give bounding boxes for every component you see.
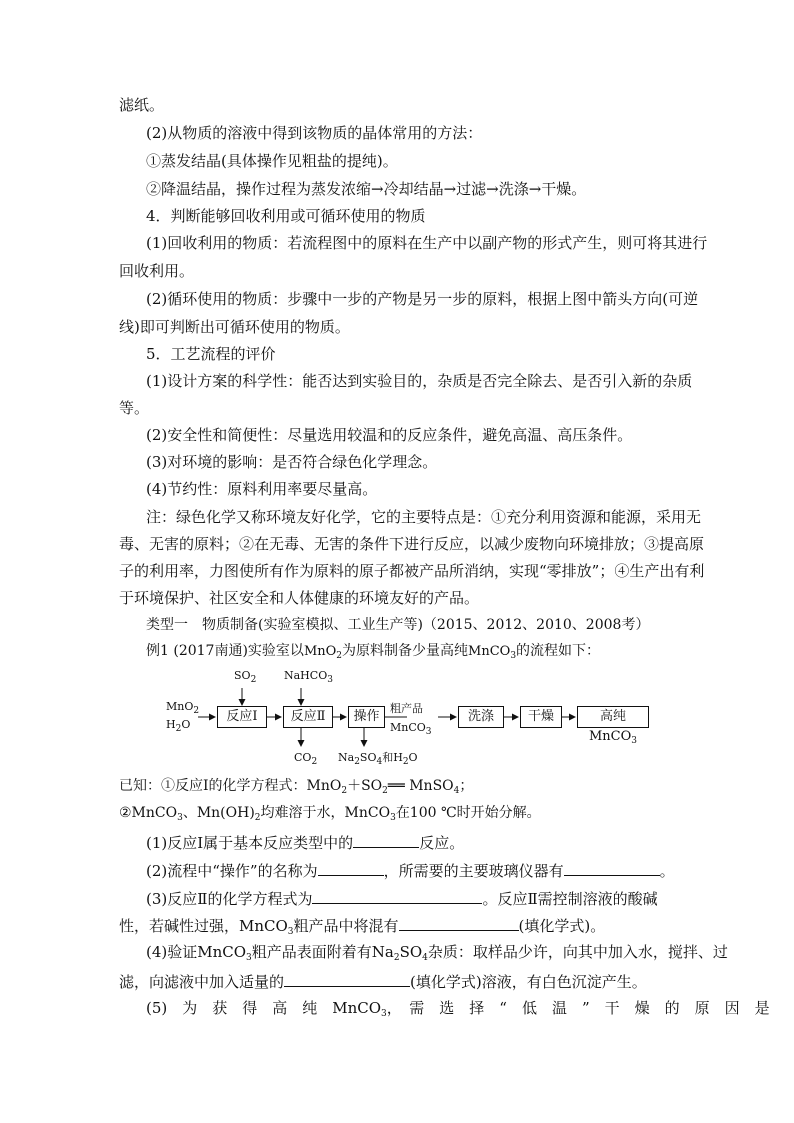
note-line: 毒、无害的原料；②在无毒、无害的条件下进行反应，以减少废物向环境排放；③提高原: [119, 535, 705, 553]
box-final-product: 高纯MnCO$_3$: [577, 706, 649, 728]
note-line: 于环境保护、社区安全和人体健康的环境友好的产品。: [119, 589, 480, 607]
text-line: 滤纸。: [119, 96, 165, 114]
known-line-2: ②MnCO$_3$、$Mn(OH)_2$均难溶于水，MnCO$_3$在100 ℃时开始分解。: [119, 805, 541, 823]
input-nahco3: NaHCO$_3$: [284, 669, 333, 685]
process-flow-diagram: [162, 666, 662, 770]
answer-blank[interactable]: [399, 914, 519, 931]
example-source: (2017南通)实验室以: [173, 643, 304, 659]
answer-blank[interactable]: [564, 859, 660, 876]
input-mno2: MnO$_2$: [166, 700, 200, 716]
answer-blank[interactable]: [312, 887, 482, 904]
question-3-cont: 性，若碱性过强，MnCO$_3$粗产品中将混有 (填化学式)。: [119, 914, 605, 936]
box-reaction-2: 反应Ⅱ: [283, 706, 333, 728]
example-label: 例1: [146, 643, 169, 659]
output-co2: $CO_2$: [294, 751, 318, 767]
example-intro: 例1 (2017南通)实验室以MnO$_2$为原料制备少量高纯MnCO$_3$的流程如下：: [146, 643, 601, 661]
text-line: ①蒸发结晶(具体操作见粗盐的提纯)。: [146, 152, 398, 170]
text-line: ②降温结晶，操作过程为蒸发浓缩→冷却结晶→过滤→洗涤→干燥。: [146, 180, 587, 198]
input-so2: $SO_2$: [234, 669, 257, 685]
text-line: (2)从物质的溶液中得到该物质的晶体常用的方法：: [146, 124, 483, 142]
type-heading: 类型一 物质制备(实验室模拟、工业生产等)（2015、2012、2010、2008考）: [146, 617, 650, 633]
box-wash: 洗涤: [458, 706, 504, 728]
text-line: (2)循环使用的物质：步骤中一步的产物是另一步的原料，根据上图中箭头方向(可逆: [146, 290, 699, 308]
input-h2o: $H_2O$: [166, 718, 191, 734]
question-4-cont: 滤，向滤液中加入适量的 (填化学式)溶液，有白色沉淀产生。: [119, 970, 647, 992]
text-line: (3)对环境的影响：是否符合绿色化学理念。: [146, 453, 438, 471]
text-line: (4)节约性：原料利用率要尽量高。: [146, 480, 378, 498]
question-5: (5) 为 获 得 高 纯 MnCO$_3$， 需 选 择 “ 低 温 ” 干 燥 的 原 因 是: [146, 999, 770, 1019]
text-line: (2)安全性和简便性：尽量选用较温和的反应条件，避免高温、高压条件。: [146, 426, 633, 444]
section-heading: 5．工艺流程的评价: [146, 345, 276, 363]
crude-product-formula: MnCO$_3$: [390, 721, 432, 737]
question-3: (3)反应Ⅱ的化学方程式为 。反应Ⅱ需控制溶液的酸碱: [146, 887, 658, 909]
text-line: (1)回收利用的物质：若流程图中的原料在生产中以副产物的形式产生，则可将其进行: [146, 234, 708, 252]
answer-blank[interactable]: [353, 831, 419, 848]
note-line: 注：绿色化学又称环境友好化学，它的主要特点是：①充分利用资源和能源，采用无: [146, 508, 702, 526]
note-line: 子的利用率，力图使所有作为原料的原子都被产品所消纳，实现“零排放”；④生产出有利: [119, 562, 705, 580]
text-line: 线)即可判断出可循环使用的物质。: [119, 318, 350, 336]
question-4: (4)验证MnCO$_3$粗产品表面附着有$Na_2SO_4$杂质：取样品少许，向其中加入水，搅拌、过: [146, 943, 728, 963]
box-operation: 操作: [348, 706, 385, 728]
text-line: 等。: [119, 399, 150, 417]
known-line-1: 已知：①反应Ⅰ的化学方程式：$MnO_2+SO_2══$ MnSO$_4$；: [119, 778, 474, 796]
box-dry: 干燥: [520, 706, 562, 728]
answer-blank[interactable]: [318, 859, 384, 876]
output-byproduct: $Na_2SO_4$和$H_2O$: [338, 751, 418, 767]
text-line: (1)设计方案的科学性：能否达到实验目的，杂质是否完全除去、是否引入新的杂质: [146, 372, 693, 390]
box-reaction-1: 反应Ⅰ: [217, 706, 267, 728]
answer-blank[interactable]: [284, 970, 410, 987]
crude-product-label: 粗产品: [390, 702, 423, 715]
text-line: 回收利用。: [119, 262, 195, 280]
question-1: (1)反应Ⅰ属于基本反应类型中的 反应。: [146, 831, 464, 853]
section-heading: 4．判断能够回收利用或可循环使用的物质: [146, 207, 426, 225]
question-2: (2)流程中“操作”的名称为 ，所需要的主要玻璃仪器有 。: [146, 859, 675, 881]
